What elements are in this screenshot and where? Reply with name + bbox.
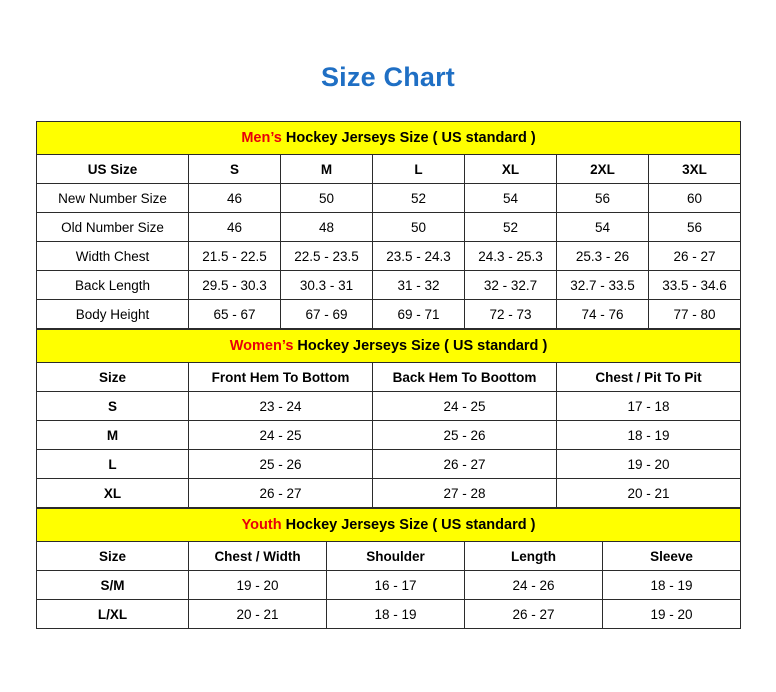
- table-row: [37, 213, 741, 242]
- table-row: [37, 421, 741, 450]
- row-label: Body Height: [37, 300, 189, 329]
- mens-section-heading-row: [37, 122, 741, 155]
- womens-section-heading-accent: Women’s: [229, 338, 294, 354]
- table-cell: 19 - 20: [557, 450, 741, 479]
- row-label: S: [37, 392, 189, 421]
- mens-header-cell: 3XL: [649, 155, 741, 184]
- table-row: [37, 242, 741, 271]
- row-label: Back Length: [37, 271, 189, 300]
- table-cell: 21.5 - 22.5: [189, 242, 281, 271]
- table-cell: 52: [373, 184, 465, 213]
- table-cell: 33.5 - 34.6: [649, 271, 741, 300]
- womens-section-heading-row: [37, 330, 741, 363]
- table-cell: 23 - 24: [189, 392, 373, 421]
- table-row: [37, 479, 741, 508]
- mens-size-table: [36, 121, 741, 329]
- table-cell: 24 - 26: [465, 571, 603, 600]
- table-cell: 65 - 67: [189, 300, 281, 329]
- youth-header-cell: Sleeve: [603, 542, 741, 571]
- mens-section-heading-accent: Men’s: [241, 130, 282, 146]
- table-cell: 20 - 21: [557, 479, 741, 508]
- table-cell: 29.5 - 30.3: [189, 271, 281, 300]
- mens-section-heading-rest: Hockey Jerseys Size ( US standard ): [281, 130, 536, 146]
- youth-header-cell: Chest / Width: [189, 542, 327, 571]
- womens-section-heading-rest: Hockey Jerseys Size ( US standard ): [293, 338, 548, 354]
- table-cell: 54: [465, 184, 557, 213]
- table-cell: 25 - 26: [373, 421, 557, 450]
- table-cell: 26 - 27: [373, 450, 557, 479]
- table-cell: 52: [465, 213, 557, 242]
- table-cell: 69 - 71: [373, 300, 465, 329]
- row-label: L: [37, 450, 189, 479]
- womens-header-cell: Front Hem To Bottom: [189, 363, 373, 392]
- mens-header-cell: XL: [465, 155, 557, 184]
- youth-section-heading-accent: Youth: [241, 517, 282, 533]
- table-cell: 46: [189, 213, 281, 242]
- row-label: Width Chest: [37, 242, 189, 271]
- table-row: [37, 392, 741, 421]
- table-row: [37, 450, 741, 479]
- table-cell: 30.3 - 31: [281, 271, 373, 300]
- table-cell: 25.3 - 26: [557, 242, 649, 271]
- table-row: [37, 184, 741, 213]
- table-cell: 20 - 21: [189, 600, 327, 629]
- youth-size-table: [36, 508, 741, 629]
- table-cell: 19 - 20: [189, 571, 327, 600]
- table-cell: 18 - 19: [603, 571, 741, 600]
- womens-header-row: [37, 363, 741, 392]
- table-cell: 24 - 25: [189, 421, 373, 450]
- mens-header-row: [37, 155, 741, 184]
- table-row: [37, 571, 741, 600]
- page-title: Size Chart: [320, 62, 456, 92]
- mens-section-heading: [37, 122, 741, 155]
- table-cell: 77 - 80: [649, 300, 741, 329]
- table-cell: 23.5 - 24.3: [373, 242, 465, 271]
- youth-header-cell: Size: [37, 542, 189, 571]
- youth-section-heading: [37, 509, 741, 542]
- table-cell: 19 - 20: [603, 600, 741, 629]
- row-label: L/XL: [37, 600, 189, 629]
- table-cell: 72 - 73: [465, 300, 557, 329]
- table-cell: 56: [557, 184, 649, 213]
- table-cell: 50: [281, 184, 373, 213]
- mens-header-cell: US Size: [37, 155, 189, 184]
- table-cell: 32 - 32.7: [465, 271, 557, 300]
- table-row: [37, 600, 741, 629]
- youth-header-row: [37, 542, 741, 571]
- table-cell: 50: [373, 213, 465, 242]
- youth-header-cell: Shoulder: [327, 542, 465, 571]
- womens-size-table: [36, 329, 741, 508]
- womens-header-cell: Back Hem To Boottom: [373, 363, 557, 392]
- table-cell: 25 - 26: [189, 450, 373, 479]
- table-cell: 26 - 27: [189, 479, 373, 508]
- table-cell: 74 - 76: [557, 300, 649, 329]
- table-cell: 56: [649, 213, 741, 242]
- size-chart-container: [36, 121, 740, 629]
- table-cell: 22.5 - 23.5: [281, 242, 373, 271]
- row-label: M: [37, 421, 189, 450]
- womens-header-cell: Size: [37, 363, 189, 392]
- row-label: S/M: [37, 571, 189, 600]
- table-cell: 46: [189, 184, 281, 213]
- table-cell: 26 - 27: [649, 242, 741, 271]
- table-cell: 67 - 69: [281, 300, 373, 329]
- table-cell: 18 - 19: [557, 421, 741, 450]
- mens-header-cell: S: [189, 155, 281, 184]
- table-cell: 18 - 19: [327, 600, 465, 629]
- table-cell: 48: [281, 213, 373, 242]
- row-label: Old Number Size: [37, 213, 189, 242]
- row-label: XL: [37, 479, 189, 508]
- table-cell: 31 - 32: [373, 271, 465, 300]
- row-label: New Number Size: [37, 184, 189, 213]
- table-cell: 32.7 - 33.5: [557, 271, 649, 300]
- table-cell: 17 - 18: [557, 392, 741, 421]
- table-cell: 24 - 25: [373, 392, 557, 421]
- mens-header-cell: M: [281, 155, 373, 184]
- youth-header-cell: Length: [465, 542, 603, 571]
- mens-header-cell: L: [373, 155, 465, 184]
- youth-section-heading-row: [37, 509, 741, 542]
- table-cell: 60: [649, 184, 741, 213]
- table-cell: 16 - 17: [327, 571, 465, 600]
- table-row: [37, 271, 741, 300]
- table-row: [37, 300, 741, 329]
- womens-header-cell: Chest / Pit To Pit: [557, 363, 741, 392]
- table-cell: 26 - 27: [465, 600, 603, 629]
- mens-header-cell: 2XL: [557, 155, 649, 184]
- table-cell: 54: [557, 213, 649, 242]
- youth-section-heading-rest: Hockey Jerseys Size ( US standard ): [281, 517, 536, 533]
- table-cell: 24.3 - 25.3: [465, 242, 557, 271]
- womens-section-heading: [37, 330, 741, 363]
- table-cell: 27 - 28: [373, 479, 557, 508]
